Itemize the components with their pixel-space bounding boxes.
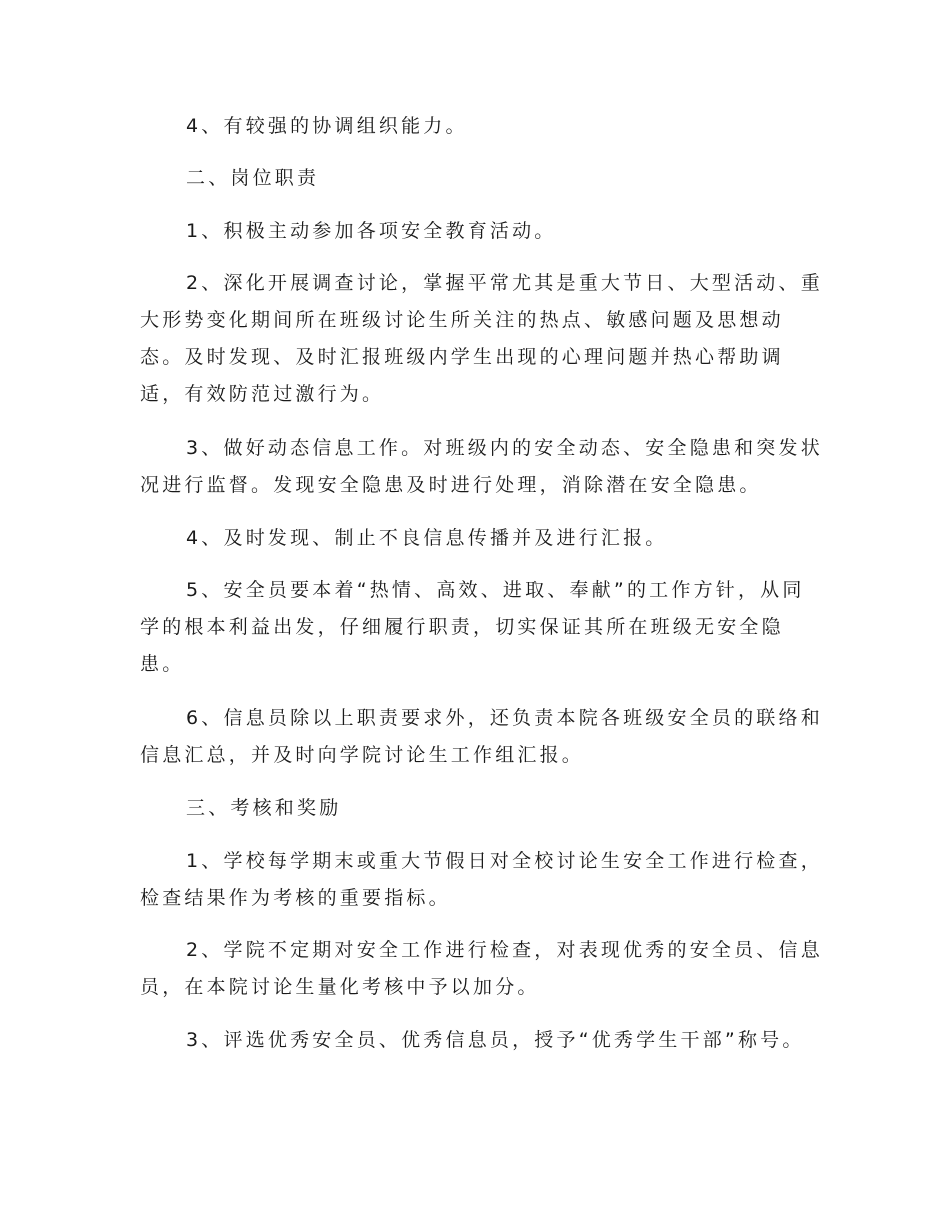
paragraph-duty-3 bbox=[140, 430, 823, 504]
text-line: 况进行监督。发现安全隐患及时进行处理，消除潜在安全隐患。 bbox=[140, 474, 762, 496]
paragraph-duty-1 bbox=[140, 213, 820, 250]
text-line: 信息汇总，并及时向学院讨论生工作组汇报。 bbox=[140, 744, 585, 766]
text-line: 5、安全员要本着“热情、高效、进取、奉献”的工作方针，从同 bbox=[186, 579, 805, 601]
text-line: 3、做好动态信息工作。对班级内的安全动态、安全隐患和突发状 bbox=[186, 437, 823, 459]
text-line: 二、岗位职责 bbox=[186, 167, 320, 189]
text-line: 大形势变化期间所在班级讨论生所关注的热点、敏感问题及思想动 bbox=[140, 309, 784, 331]
text-line: 适，有效防范过激行为。 bbox=[140, 383, 385, 405]
text-line: 患。 bbox=[140, 653, 185, 675]
text-line: 1、学校每学期末或重大节假日对全校讨论生安全工作进行检查， bbox=[186, 850, 823, 872]
paragraph-duty-2 bbox=[140, 265, 823, 413]
text-line: 检查结果作为考核的重要指标。 bbox=[140, 887, 451, 909]
paragraph-ability-coordination bbox=[140, 108, 820, 145]
section-heading-assessment bbox=[140, 790, 820, 827]
paragraph-duty-4 bbox=[140, 520, 820, 557]
section-heading-duties bbox=[140, 160, 820, 197]
text-line: 员，在本院讨论生量化考核中予以加分。 bbox=[140, 976, 540, 998]
paragraph-assessment-2 bbox=[140, 932, 823, 1006]
text-line: 三、考核和奖励 bbox=[186, 797, 342, 819]
text-line: 2、深化开展调查讨论，掌握平常尤其是重大节日、大型活动、重 bbox=[186, 272, 823, 294]
paragraph-assessment-3 bbox=[140, 1022, 820, 1059]
text-line: 3、评选优秀安全员、优秀信息员，授予“优秀学生干部”称号。 bbox=[186, 1029, 805, 1051]
text-line: 学的根本利益出发，仔细履行职责，切实保证其所在班级无安全隐 bbox=[140, 616, 784, 638]
paragraph-assessment-1 bbox=[140, 843, 823, 917]
text-line: 4、有较强的协调组织能力。 bbox=[186, 115, 468, 137]
paragraph-duty-6 bbox=[140, 700, 823, 774]
text-line: 1、积极主动参加各项安全教育活动。 bbox=[186, 220, 557, 242]
text-line: 2、学院不定期对安全工作进行检查，对表现优秀的安全员、信息 bbox=[186, 939, 823, 961]
text-line: 4、及时发现、制止不良信息传播并及进行汇报。 bbox=[186, 527, 668, 549]
text-line: 态。及时发现、及时汇报班级内学生出现的心理问题并热心帮助调 bbox=[140, 346, 784, 368]
paragraph-duty-5 bbox=[140, 572, 820, 683]
text-line: 6、信息员除以上职责要求外，还负责本院各班级安全员的联络和 bbox=[186, 707, 823, 729]
